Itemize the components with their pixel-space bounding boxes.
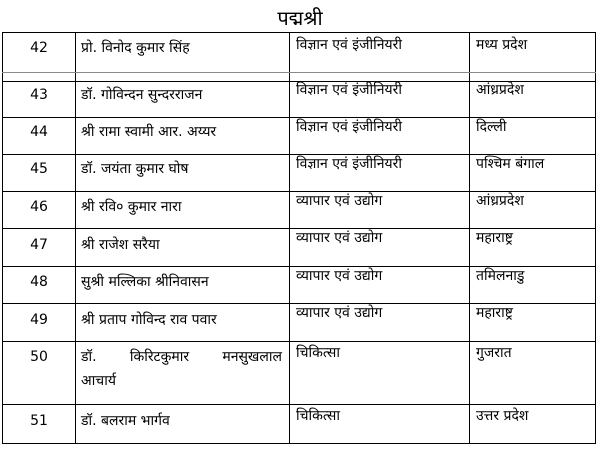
page-title: पद्मश्री xyxy=(277,6,323,30)
awardee-state: महाराष्ट्र xyxy=(476,305,513,321)
awardee-state: आंध्रप्रदेश xyxy=(476,193,524,209)
award-field: विज्ञान एवं इंजीनियरी xyxy=(296,156,402,172)
column-divider-1 xyxy=(75,32,76,444)
table-border-right xyxy=(595,32,596,444)
row-divider xyxy=(2,32,596,33)
awardee-state: दिल्ली xyxy=(476,119,507,135)
awardee-name: श्री राजेश सरैया xyxy=(81,237,160,253)
serial-number: 45 xyxy=(30,161,48,177)
awardee-name: प्रो. विनोद कुमार सिंह xyxy=(81,40,190,56)
awardee-state: पश्चिम बंगाल xyxy=(476,156,545,172)
awardee-state: मध्य प्रदेश xyxy=(476,37,528,53)
serial-number: 47 xyxy=(30,237,48,253)
award-field: विज्ञान एवं इंजीनियरी xyxy=(296,37,402,53)
awardee-name: श्री रामा स्वामी आर. अय्यर xyxy=(81,124,217,140)
award-field: व्यापार एवं उद्योग xyxy=(296,305,383,321)
awardee-name: श्री रवि० कुमार नारा xyxy=(81,199,182,215)
awardee-state: गुजरात xyxy=(476,345,512,361)
award-field: चिकित्सा xyxy=(296,345,340,361)
award-field: विज्ञान एवं इंजीनियरी xyxy=(296,82,402,98)
serial-number: 43 xyxy=(30,87,48,103)
awardee-name: डॉ. बलराम भार्गव xyxy=(81,413,170,429)
award-field: व्यापार एवं उद्योग xyxy=(296,230,383,246)
row-divider xyxy=(2,341,596,342)
awardee-name: डॉ. गोविन्दन सुन्दरराजन xyxy=(81,87,203,103)
awardee-state: महाराष्ट्र xyxy=(476,230,513,246)
column-divider-2 xyxy=(289,32,290,444)
awardee-name: सुश्री मल्लिका श्रीनिवासन xyxy=(81,274,209,290)
row-divider xyxy=(2,72,596,73)
table-border-bottom xyxy=(2,443,596,444)
serial-number: 50 xyxy=(30,349,48,365)
awardee-name: श्री प्रताप गोविन्द राव पवार xyxy=(81,312,217,328)
award-field: व्यापार एवं उद्योग xyxy=(296,268,383,284)
serial-number: 51 xyxy=(30,413,48,429)
serial-number: 48 xyxy=(30,274,48,290)
awardee-name: डॉ. जयंता कुमार घोष xyxy=(81,161,189,177)
awardee-state: तमिलनाडु xyxy=(476,268,525,284)
award-field: व्यापार एवं उद्योग xyxy=(296,193,383,209)
serial-number: 42 xyxy=(30,40,48,56)
awardee-state: आंध्रप्रदेश xyxy=(476,82,524,98)
awardee-name-line-1: डॉ. किरिटकुमार मनसुखलाल xyxy=(81,349,282,365)
column-divider-3 xyxy=(469,32,470,444)
serial-number: 44 xyxy=(30,124,48,140)
awardee-name-line-2: आचार्य xyxy=(81,373,116,389)
row-divider xyxy=(2,404,596,405)
award-field: विज्ञान एवं इंजीनियरी xyxy=(296,119,402,135)
serial-number: 49 xyxy=(30,312,48,328)
serial-number: 46 xyxy=(30,199,48,215)
award-field: चिकित्सा xyxy=(296,408,340,424)
awardee-state: उत्तर प्रदेश xyxy=(476,408,529,424)
